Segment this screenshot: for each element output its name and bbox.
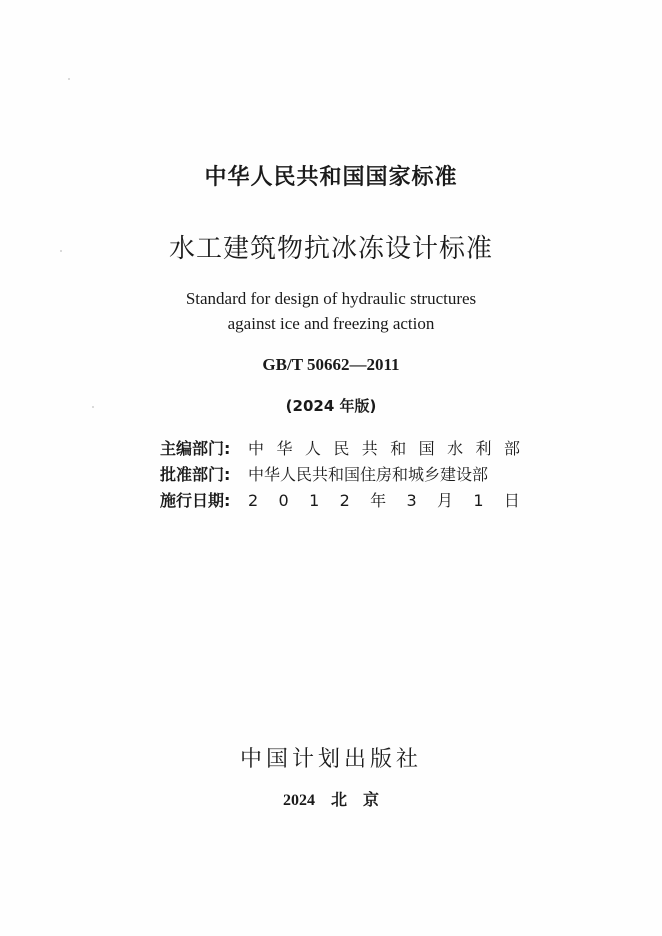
standard-title-english xyxy=(0,286,662,336)
city-char: 京 xyxy=(363,792,380,809)
editor-value xyxy=(248,436,520,462)
effective-date-value xyxy=(248,488,520,514)
editor-char: 部 xyxy=(503,439,520,458)
editor-char: 华 xyxy=(276,439,293,458)
standard-code: GB/T 50662—2011 xyxy=(262,355,400,374)
approver-value: 中华人民共和国住房和城乡建设部 xyxy=(248,465,489,484)
editor-char: 国 xyxy=(418,439,435,458)
scan-speck xyxy=(68,78,70,80)
editor-char: 民 xyxy=(333,439,350,458)
editor-char: 中 xyxy=(248,439,265,458)
approver-label: 批准部门: xyxy=(160,465,231,484)
date-char: 3 xyxy=(406,491,417,510)
date-char: 0 xyxy=(278,491,289,510)
date-char: 年 xyxy=(370,491,387,510)
city-char: 北 xyxy=(330,792,347,809)
editor-label: 主编部门: xyxy=(160,439,231,458)
editor-char: 利 xyxy=(475,439,492,458)
effective-date-row xyxy=(160,488,520,514)
publication-year-city xyxy=(0,787,662,810)
approver-row xyxy=(160,462,520,488)
editor-char: 和 xyxy=(390,439,407,458)
publisher-name: 中国计划出版社 xyxy=(239,747,422,772)
date-char: 月 xyxy=(437,491,454,510)
editor-row xyxy=(160,436,520,462)
publication-metadata xyxy=(160,436,520,514)
publication-year: 2024 xyxy=(282,792,315,809)
standard-title-chinese: 水工建筑物抗冰冻设计标准 xyxy=(168,234,493,264)
editor-char: 共 xyxy=(361,439,378,458)
date-char: 1 xyxy=(309,491,320,510)
date-char: 日 xyxy=(503,491,520,510)
date-char: 1 xyxy=(473,491,484,510)
national-standard-heading: 中华人民共和国国家标准 xyxy=(204,165,458,190)
english-title-line-2: against ice and freezing action xyxy=(227,314,435,333)
editor-char: 水 xyxy=(447,439,464,458)
edition-label: (2024 年版) xyxy=(285,397,377,415)
editor-char: 人 xyxy=(304,439,321,458)
english-title-line-1: Standard for design of hydraulic structures xyxy=(185,289,477,308)
effective-date-label: 施行日期: xyxy=(160,491,231,510)
date-char: 2 xyxy=(339,491,350,510)
date-char: 2 xyxy=(248,491,259,510)
